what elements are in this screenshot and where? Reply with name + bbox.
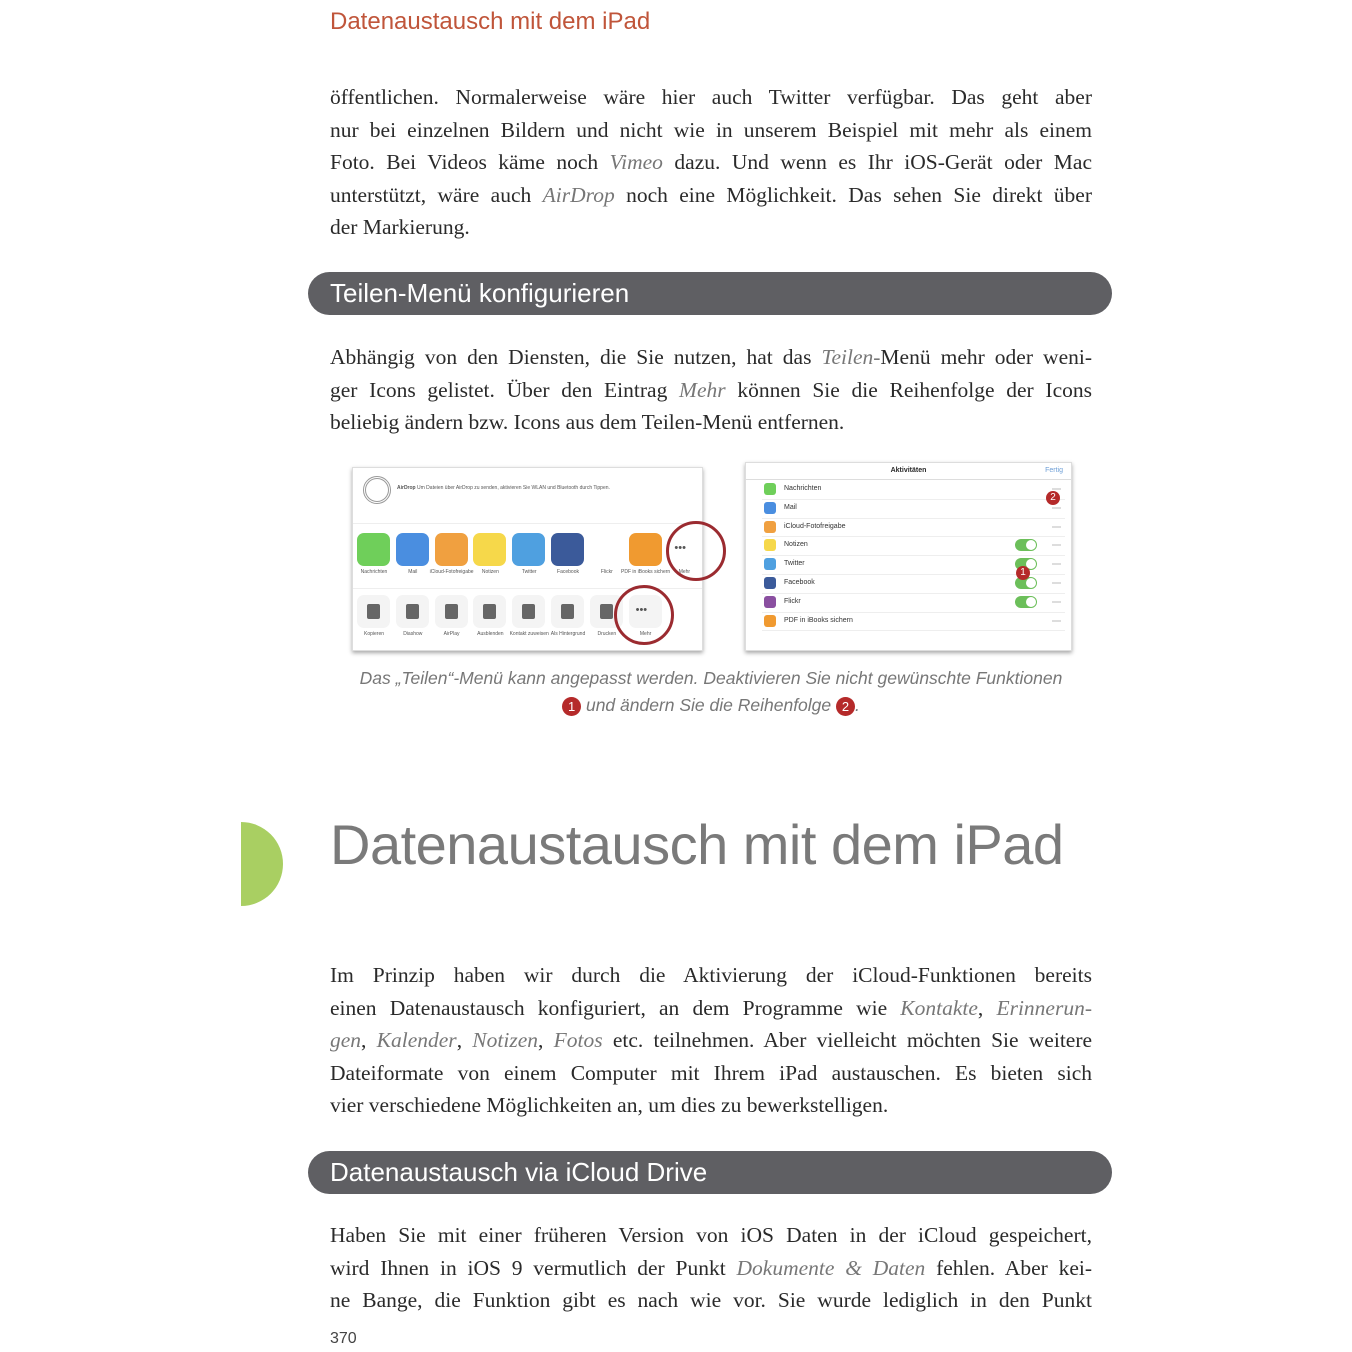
text-line [330, 959, 1092, 992]
app-label: Mail [408, 569, 418, 575]
text-line [330, 992, 1092, 1025]
app-label: Flickr [600, 569, 613, 575]
caption-line-1: Das „Teilen“-Menü kann angepasst werden. Deaktivieren Sie nicht gewünschte Funktionen [359, 668, 1063, 688]
text-line [330, 1089, 1092, 1122]
app-label: Notizen [481, 569, 499, 575]
action-icon[interactable] [551, 595, 584, 628]
done-button[interactable]: Fertig [1045, 467, 1063, 474]
text-line [330, 406, 1092, 439]
airdrop-text: Um Dateien über AirDrop zu senden, aktivieren Sie WLAN und Bluetooth durch Tippen. [417, 485, 610, 491]
section-heading-teilen-menu: Teilen-Menü konfigurieren [308, 272, 1112, 315]
text-segment: wird Ihnen in iOS 9 vermutlich der Punkt [330, 1255, 737, 1280]
activity-row [762, 499, 1065, 519]
activity-icon [764, 502, 776, 514]
more-dots-icon: ••• [635, 604, 648, 616]
emphasis-text: gen [330, 1028, 362, 1053]
reorder-handle-icon[interactable] [1052, 582, 1061, 584]
app-icon-flickr[interactable] [590, 533, 623, 566]
activities-screenshot [745, 462, 1072, 651]
action-label: Diashow [403, 631, 423, 637]
activity-row [762, 536, 1065, 556]
action-label: Als Hintergrund [550, 631, 586, 637]
running-header: Datenaustausch mit dem iPad [330, 8, 651, 35]
text-line [330, 374, 1092, 407]
caption-marker-2: 2 [836, 697, 855, 716]
activity-icon [764, 483, 776, 495]
reorder-handle-icon[interactable] [1052, 563, 1061, 565]
app-label: Facebook [557, 569, 579, 575]
app-label: iCloud-Fotofreigabe [429, 569, 474, 575]
reorder-handle-icon[interactable] [1052, 601, 1061, 603]
reorder-handle-icon[interactable] [1052, 544, 1061, 546]
action-icon[interactable] [473, 595, 506, 628]
more-dots-icon: ••• [674, 542, 686, 554]
highlight-ring [614, 585, 674, 645]
caption-marker-1: 1 [562, 697, 581, 716]
reorder-handle-icon[interactable] [1052, 526, 1061, 528]
text-segment: , [361, 1028, 377, 1053]
text-segment: vier verschiedene Möglichkeiten an, um dies zu bewerkstelligen. [330, 1093, 889, 1118]
emphasis-text: Notizen [472, 1028, 538, 1053]
emphasis-text: Kontakte [900, 995, 978, 1020]
activities-title: Aktivitäten [890, 467, 927, 474]
emphasis-text: Teilen- [821, 345, 881, 369]
text-segment: , [456, 1028, 473, 1053]
highlight-ring [666, 521, 726, 581]
marker-1: 1 [1016, 566, 1030, 580]
text-segment: , [538, 1028, 554, 1053]
reorder-handle-icon[interactable] [1052, 488, 1061, 490]
text-segment: ger Icons gelistet. Über den Eintrag [330, 377, 680, 402]
activity-row [762, 593, 1065, 613]
action-icon[interactable] [357, 595, 390, 628]
text-line [330, 179, 1092, 212]
action-label: Kopieren [363, 631, 384, 637]
activity-icon [764, 558, 776, 570]
share-sheet-screenshot [352, 467, 703, 651]
activity-row [762, 518, 1065, 538]
action-label: Ausblenden [477, 631, 504, 637]
app-icon-notizen[interactable] [473, 533, 506, 566]
text-line [330, 341, 1092, 374]
text-segment: noch eine Möglichkeit. Das sehen Sie direkt über [614, 182, 1092, 207]
emphasis-text: Erinnerun- [996, 995, 1092, 1020]
action-icon[interactable] [396, 595, 429, 628]
text-segment: , [977, 995, 997, 1020]
activity-icon [764, 596, 776, 608]
app-icon-twitter[interactable] [512, 533, 545, 566]
text-segment: fehlen. Aber kei- [925, 1255, 1093, 1280]
emphasis-text: AirDrop [542, 182, 615, 207]
paragraph-4 [330, 1219, 1092, 1317]
activity-label: Flickr [784, 597, 801, 605]
app-icon-icloud-fotofreigabe[interactable] [435, 533, 468, 566]
text-segment: Haben Sie mit einer früheren Version von iOS Daten in der iCloud gespeichert, [330, 1223, 1092, 1247]
activity-icon [764, 539, 776, 551]
activity-icon [764, 577, 776, 589]
reorder-handle-icon[interactable] [1052, 620, 1061, 622]
text-segment: unterstützt, wäre auch [330, 182, 543, 207]
text-segment: Abhängig von den Diensten, die Sie nutzen, hat das [330, 345, 822, 369]
emphasis-text: Vimeo [609, 150, 663, 175]
text-segment: können Sie die Reihenfolge der Icons [725, 377, 1092, 402]
airdrop-icon [363, 476, 391, 504]
paragraph-3 [330, 959, 1092, 1122]
activity-label: PDF in iBooks sichern [784, 616, 853, 624]
text-segment: etc. teilnehmen. Aber vielleicht möchten Sie weitere [602, 1028, 1093, 1053]
text-line [330, 1219, 1092, 1252]
text-segment: nur bei einzelnen Bildern und nicht wie in unserem Beispiel mit mehr als einem [330, 117, 1092, 142]
text-segment: der Markierung. [330, 215, 470, 240]
emphasis-text: Mehr [679, 377, 726, 402]
activity-icon [764, 521, 776, 533]
app-icon-facebook[interactable] [551, 533, 584, 566]
app-label: PDF in iBooks sichern [621, 569, 671, 575]
text-line [330, 146, 1092, 179]
app-icon-nachrichten[interactable] [357, 533, 390, 566]
text-segment: Foto. Bei Videos käme noch [330, 150, 610, 175]
section-heading-icloud-drive: Datenaustausch via iCloud Drive [308, 1151, 1112, 1194]
activity-toggle[interactable] [1015, 539, 1037, 551]
activity-icon [764, 615, 776, 627]
emphasis-text: Kalender [376, 1028, 457, 1053]
text-line [330, 211, 1092, 244]
action-label: AirPlay [443, 631, 460, 637]
text-line [330, 81, 1092, 114]
app-icon-pdf-in-ibooks-sichern[interactable] [629, 533, 662, 566]
action-icon[interactable] [512, 595, 545, 628]
activity-label: Nachrichten [784, 485, 822, 492]
text-line [330, 1024, 1092, 1057]
activity-label: Mail [784, 503, 797, 511]
text-segment: Dateiformate von einem Computer mit Ihrem iPad austauschen. Es bieten sich [330, 1060, 1092, 1085]
app-label: Mehr [678, 569, 691, 575]
caption-end: . [855, 695, 860, 715]
activity-toggle[interactable] [1015, 596, 1037, 608]
activity-label: Twitter [784, 560, 805, 568]
text-segment: einen Datenaustausch konfiguriert, an dem Programme wie [330, 995, 901, 1020]
activity-label: Facebook [784, 579, 815, 586]
action-label: Kontakt zuweisen [509, 631, 549, 637]
text-line [330, 114, 1092, 147]
paragraph-2 [330, 341, 1092, 439]
paragraph-1 [330, 81, 1092, 244]
text-line [330, 1252, 1092, 1285]
action-icon[interactable] [435, 595, 468, 628]
text-segment: Menü mehr oder weni- [880, 345, 1092, 369]
text-segment: ne Bange, die Funktion gibt es nach wie vor. Sie wurde lediglich in den Punkt [330, 1288, 1092, 1313]
text-segment: dazu. Und wenn es Ihr iOS-Gerät oder Mac [662, 150, 1092, 175]
marker-2: 2 [1046, 491, 1060, 505]
app-icon-mail[interactable] [396, 533, 429, 566]
text-line [330, 1284, 1092, 1317]
activity-row [762, 480, 1065, 500]
airdrop-label: AirDrop [397, 485, 416, 491]
text-segment: beliebig ändern bzw. Icons aus dem Teilen-Menü entfernen. [330, 410, 845, 435]
activity-label: Notizen [784, 541, 808, 549]
reorder-handle-icon[interactable] [1052, 507, 1061, 509]
action-label: Drucken [597, 631, 617, 637]
activity-row [762, 612, 1065, 632]
figure-caption [330, 665, 1092, 719]
chapter-marker-halfcircle [199, 822, 283, 906]
text-segment: Im Prinzip haben wir durch die Aktivierung der iCloud-Funktionen bereits [330, 963, 1092, 987]
page-number: 370 [330, 1330, 357, 1347]
chapter-title: Datenaustausch mit dem iPad [330, 813, 1064, 876]
caption-text: und ändern Sie die Reihenfolge [581, 695, 837, 715]
text-segment: öffentlichen. Normalerweise wäre hier auch Twitter verfügbar. Das geht aber [330, 85, 1092, 109]
text-line [330, 1057, 1092, 1090]
emphasis-text: Fotos [553, 1028, 603, 1053]
action-label: Mehr [639, 631, 652, 637]
app-label: Nachrichten [360, 569, 388, 575]
activity-label: iCloud-Fotofreigabe [784, 522, 846, 530]
emphasis-text: Dokumente & Daten [736, 1255, 926, 1280]
app-label: Twitter [521, 569, 537, 575]
